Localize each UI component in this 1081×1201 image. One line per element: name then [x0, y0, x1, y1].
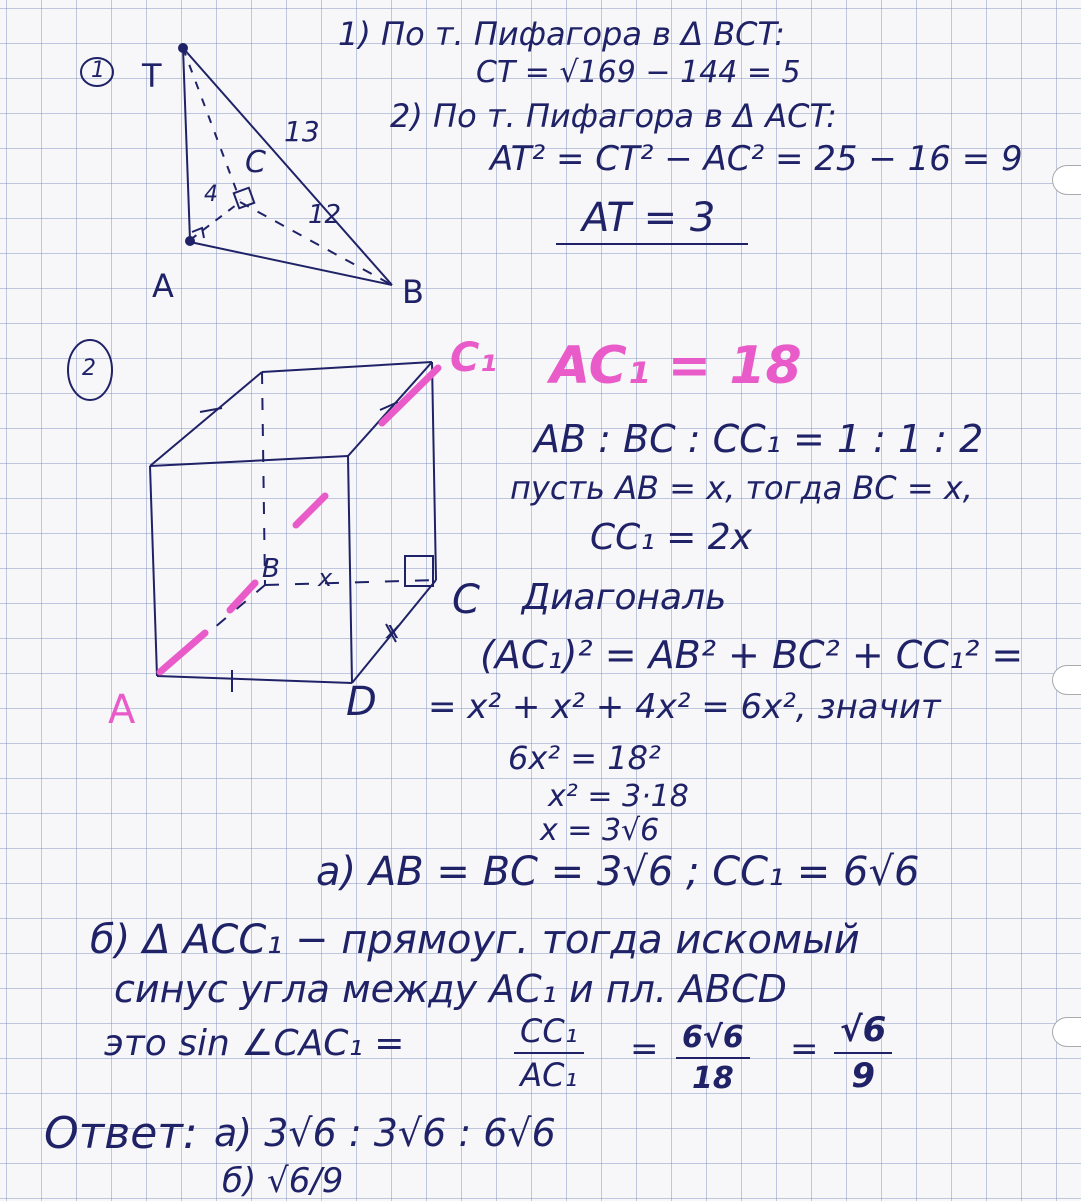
label-t: T [142, 57, 162, 95]
part-b-line-1: б) Δ ACC₁ − прямоуг. тогда искомый [90, 917, 860, 963]
fraction-9-denominator: 9 [851, 1056, 875, 1096]
diagonal-word: Диагональ [522, 577, 727, 618]
fraction-ac1-denominator: AC₁ [520, 1056, 578, 1094]
label-box-x2: x [386, 616, 401, 644]
label-box-x1: x [318, 564, 333, 592]
equation-3: 6x² = 18² [508, 739, 661, 777]
fraction-6sqrt6-numerator: 6√6 [676, 1020, 750, 1059]
problem2-number: 2 [82, 356, 96, 381]
answer-a: а) 3√6 : 3√6 : 6√6 [214, 1111, 556, 1155]
step1-equation: CT = √169 − 144 = 5 [476, 55, 801, 90]
fraction-sqrt6-numerator: √6 [834, 1010, 892, 1054]
equals-sign-2: = [790, 1029, 819, 1069]
edge-ac-label: 4 [204, 182, 218, 207]
fraction-cc1-ac1 [514, 1012, 584, 1094]
problem1-number: 1 [91, 58, 105, 83]
equation-5: x = 3√6 [540, 813, 660, 848]
label-c: C [245, 145, 266, 180]
diagonal-equation-2: = x² + x² + 4x² = 6x², значит [428, 687, 941, 727]
pink-label-c1: C₁ [450, 335, 497, 381]
diagonal-equation-1: (AC₁)² = AB² + BC² + CC₁² = [480, 633, 1024, 677]
label-a: A [152, 267, 174, 305]
label-box-d: D [346, 679, 377, 725]
fraction-18-denominator: 18 [692, 1061, 734, 1096]
pink-label-a: A [108, 687, 136, 733]
answer-b: б) √6/9 [222, 1161, 344, 1201]
label-b: B [402, 273, 424, 311]
step2-title: 2) По т. Пифагора в Δ ACT: [390, 97, 837, 135]
part-a-answer: а) AB = BC = 3√6 ; CC₁ = 6√6 [316, 849, 920, 895]
pink-ac1-equals: AC₁ = 18 [550, 336, 802, 396]
answer-label: Ответ: [44, 1108, 198, 1159]
fraction-6sqrt6-18 [676, 1020, 750, 1096]
edge-tb-label: 13 [284, 115, 320, 148]
fraction-cc1-numerator: CC₁ [514, 1012, 584, 1054]
let-line: пусть AB = x, тогда BC = x, [510, 469, 973, 507]
label-box-c: C [452, 577, 480, 623]
label-box-b: B [262, 554, 280, 584]
cc1-line: CC₁ = 2x [590, 517, 752, 558]
equals-sign: = [630, 1029, 659, 1069]
part-b-line-2: синус угла между AC₁ и пл. ABCD [114, 967, 787, 1011]
edge-cb-label: 12 [308, 200, 342, 230]
equation-4: x² = 3·18 [548, 779, 689, 814]
step2-equation: AT² = CT² − AC² = 25 − 16 = 9 [490, 139, 1023, 179]
result-at: AT = 3 [582, 195, 716, 241]
fraction-sqrt6-9 [834, 1010, 892, 1096]
ratio-line: AB : BC : CC₁ = 1 : 1 : 2 [534, 417, 984, 461]
step1-title: 1) По т. Пифагора в Δ BCT: [338, 15, 785, 53]
part-b-line-3: это sin ∠CAC₁ = [104, 1023, 405, 1064]
pyramid-figure [179, 44, 392, 285]
